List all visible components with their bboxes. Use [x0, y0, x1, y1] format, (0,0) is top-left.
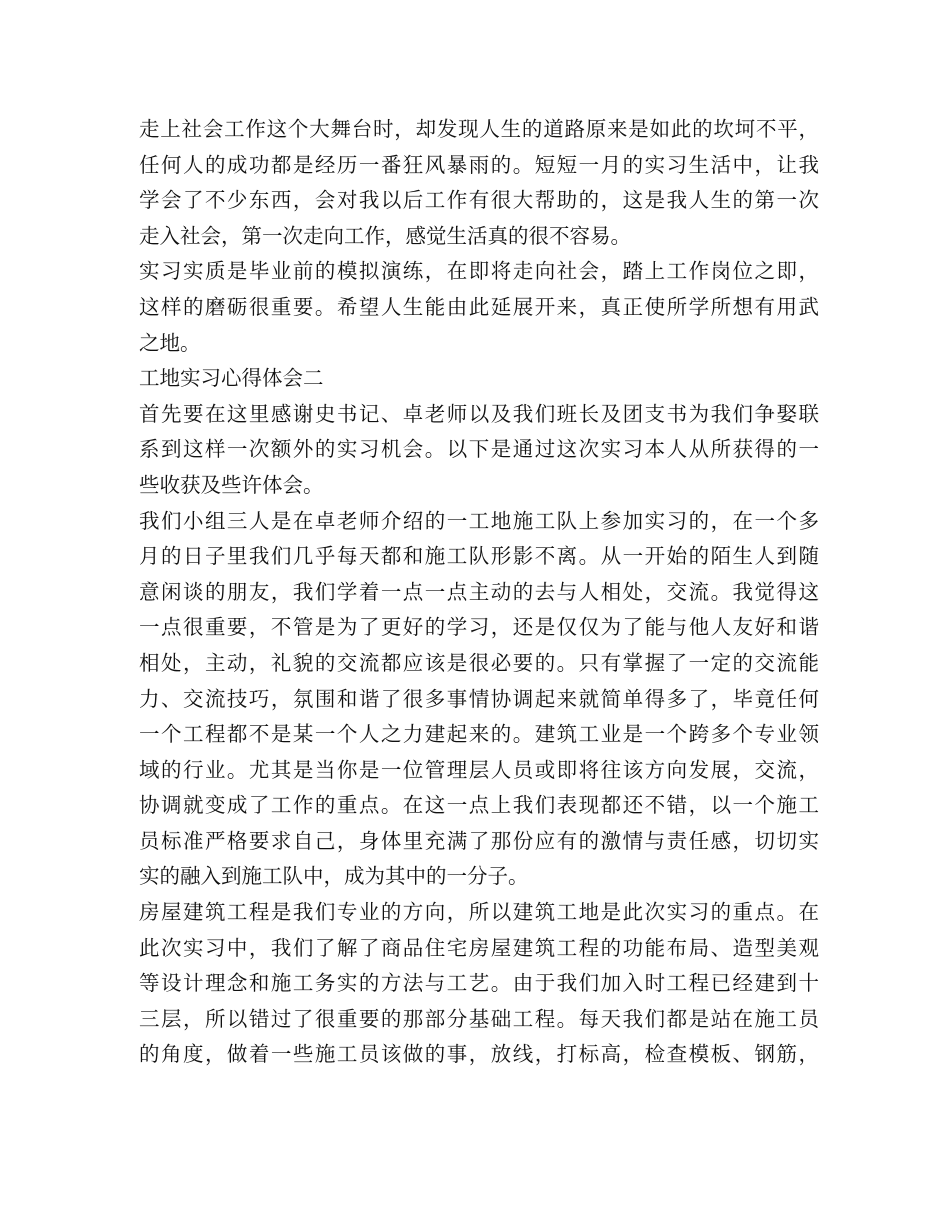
text-line: 首先要在这里感谢史书记、卓老师以及我们班长及团支书为我们争娶联 [139, 401, 819, 426]
text-line: 房屋建筑工程是我们专业的方向，所以建筑工地是此次实习的重点。在 [139, 900, 819, 925]
text-line: 任何人的成功都是经历一番狂风暴雨的。短短一月的实习生活中，让我 [139, 152, 819, 177]
text-line: 相处，主动，礼貌的交流都应该是很必要的。只有掌握了一定的交流能 [139, 650, 819, 675]
document-body [139, 112, 819, 1073]
text-line: 一个工程都不是某一个人之力建起来的。建筑工业是一个跨多个专业领 [139, 722, 819, 747]
text-line: 协调就变成了工作的重点。在这一点上我们表现都还不错，以一个施工 [139, 793, 819, 818]
text-line: 等设计理念和施工务实的方法与工艺。由于我们加入时工程已经建到十 [139, 971, 819, 996]
text-line: 员标准严格要求自己，身体里充满了那份应有的激情与责任感，切切实 [139, 828, 819, 853]
text-line: 域的行业。尤其是当你是一位管理层人员或即将往该方向发展，交流， [139, 757, 819, 782]
text-line: 实习实质是毕业前的模拟演练，在即将走向社会，踏上工作岗位之即， [139, 259, 819, 284]
text-line: 之地。 [139, 330, 201, 355]
text-line: 学会了不少东西，会对我以后工作有很大帮助的，这是我人生的第一次 [139, 188, 819, 213]
text-line: 些收获及些许体会。 [139, 472, 324, 497]
text-line: 系到这样一次额外的实习机会。以下是通过这次实习本人从所获得的一 [139, 437, 819, 462]
text-line: 走入社会，第一次走向工作，感觉生活真的很不容易。 [139, 223, 631, 248]
text-line: 意闲谈的朋友，我们学着一点一点主动的去与人相处，交流。我觉得这 [139, 579, 819, 604]
text-line: 实的融入到施工队中，成为其中的一分子。 [139, 864, 529, 889]
text-line: 走上社会工作这个大舞台时，却发现人生的道路原来是如此的坎坷不平， [139, 117, 819, 141]
text-line: 月的日子里我们几乎每天都和施工队形影不离。从一开始的陌生人到随 [139, 544, 819, 569]
text-line: 三层，所以错过了很重要的那部分基础工程。每天我们都是站在施工员 [139, 1006, 819, 1031]
section-heading: 工地实习心得体会二 [139, 366, 324, 391]
text-line: 这样的磨砺很重要。希望人生能由此延展开来，真正使所学所想有用武 [139, 294, 819, 319]
text-line: 我们小组三人是在卓老师介绍的一工地施工队上参加实习的，在一个多 [139, 508, 819, 533]
text-line: 力、交流技巧，氛围和谐了很多事情协调起来就简单得多了，毕竟任何 [139, 686, 819, 711]
text-line: 此次实习中，我们了解了商品住宅房屋建筑工程的功能布局、造型美观 [139, 935, 819, 960]
text-line: 的角度，做着一些施工员该做的事，放线，打标高，检查模板、钢筋， [139, 1042, 819, 1067]
text-line: 一点很重要，不管是为了更好的学习，还是仅仅为了能与他人友好和谐 [139, 615, 819, 640]
